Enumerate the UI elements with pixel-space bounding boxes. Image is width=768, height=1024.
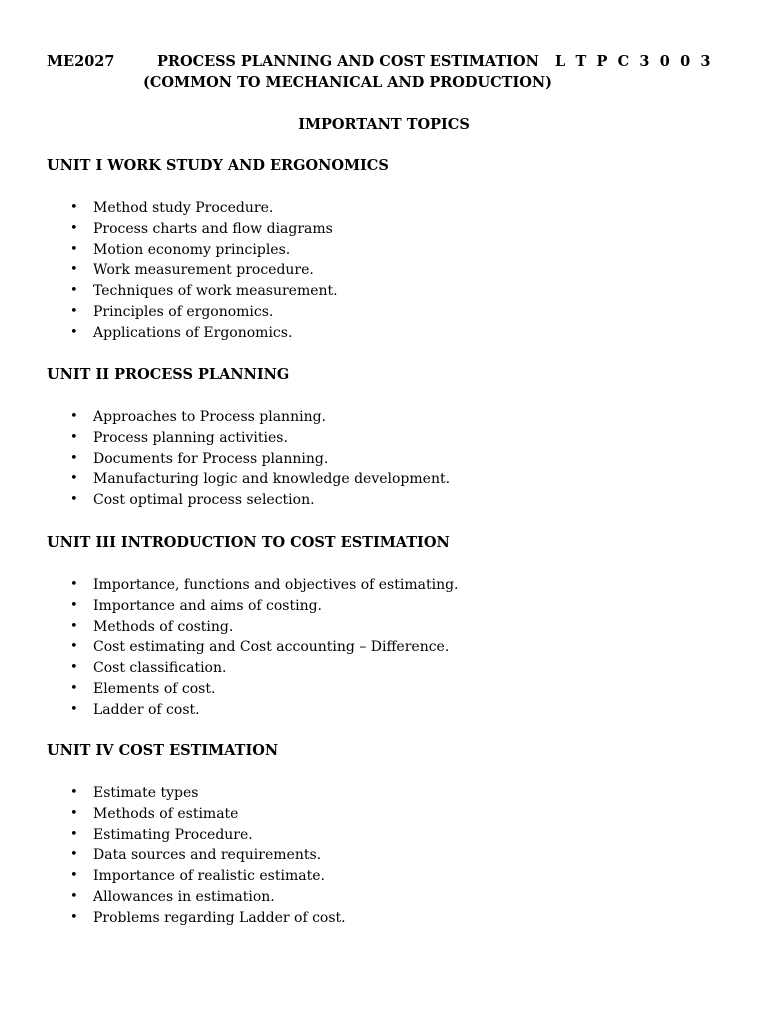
bullet-icon: • — [70, 492, 78, 508]
bullet-icon: • — [70, 200, 78, 215]
bullet-icon: • — [70, 660, 78, 676]
bullet-icon: • — [70, 283, 78, 299]
bullet-icon: • — [70, 324, 78, 340]
bullet-icon: • — [70, 597, 78, 613]
bullet-icon: • — [70, 847, 78, 863]
bullet-icon: • — [70, 909, 78, 925]
bullet-icon: • — [70, 303, 78, 319]
unit-1-heading: UNIT I WORK STUDY AND ERGONOMICS — [47, 157, 389, 174]
bullet-icon: • — [70, 241, 78, 257]
document-page: ME2027 PROCESS PLANNING AND COST ESTIMATION L T P C 3 0 0 3 (COMMON TO MECHANICAL AND PRODUCTION) IMPORTANT TOPICS UNIT I WORK STUDY AND ERGONOMICS • Method study Procedure. • Process charts and flow diagrams • Motion economy principles. • Work measurement procedure. • Techniques of work measurement. • Principles of ergonomics. • Applications of Ergonomics. UNIT II PROCESS PLANNING • Approaches to Process planning. • Process planning activities. • Documents for Process planning. • Manufacturing logic and knowledge development. • Cost optimal process selection. UNIT III INTRODUCTION TO COST ESTIMATION • Importance, functions and objectives of estimating. • Importance and aims of costing. • Methods of costing. • Cost estimating and Cost accounting – Difference. • Cost classification. • Elements of cost. • Ladder of cost. UNIT IV COST ESTIMATION • Estimate types • Methods of estimate • Estimating Procedure. • Data sources and requirements. • Importance of realistic estimate. • Allowances in estimation. • Problems regarding Ladder of cost. — [0, 0, 768, 1024]
bullet-icon: • — [70, 826, 78, 842]
bullet-icon: • — [70, 262, 78, 278]
bullet-icon: • — [70, 450, 78, 466]
bullet-icon: • — [70, 471, 78, 487]
unit-2-heading: UNIT II PROCESS PLANNING — [47, 366, 290, 383]
bullet-icon: • — [70, 680, 78, 696]
bullet-icon: • — [70, 220, 78, 236]
bullet-icon: • — [70, 429, 78, 445]
important-topics-heading: IMPORTANT TOPICS — [298, 116, 470, 133]
bullet-icon: • — [70, 701, 78, 717]
unit-4-heading: UNIT IV COST ESTIMATION — [47, 742, 279, 759]
course-title: PROCESS PLANNING AND COST ESTIMATION — [157, 53, 539, 70]
bullet-icon: • — [70, 868, 78, 884]
course-ltpc: L T P C 3 0 0 3 — [555, 53, 714, 70]
bullet-icon: • — [70, 888, 78, 904]
bullet-icon: • — [70, 639, 78, 655]
course-subtitle: (COMMON TO MECHANICAL AND PRODUCTION) — [143, 74, 552, 91]
course-code: ME2027 — [47, 53, 115, 70]
bullet-icon: • — [70, 618, 78, 634]
bullet-icon: • — [70, 409, 78, 424]
bullet-icon: • — [70, 577, 78, 592]
bullet-icon: • — [70, 785, 78, 800]
unit-3-heading: UNIT III INTRODUCTION TO COST ESTIMATION — [47, 534, 450, 551]
bullet-icon: • — [70, 805, 78, 821]
